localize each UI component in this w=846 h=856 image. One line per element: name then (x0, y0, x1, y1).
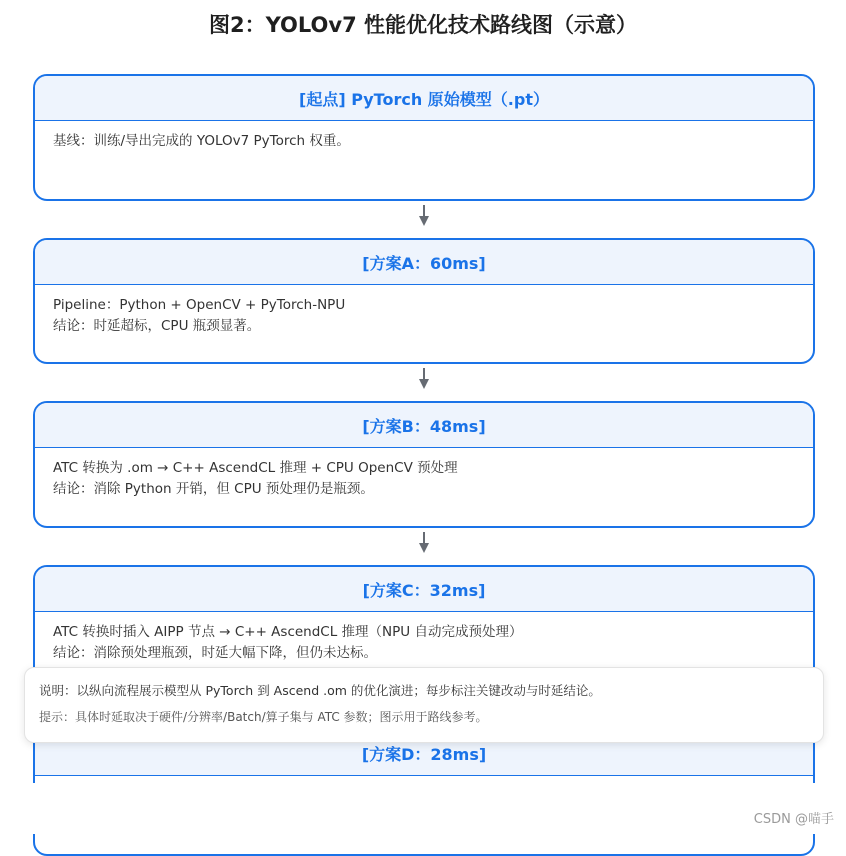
stage-line: 基线：训练/导出完成的 YOLOv7 PyTorch 权重。 (53, 133, 350, 149)
stage-line: ATC 转换时插入 AIPP 节点 → C++ AscendCL 推理（NPU 自动完成预处理） (53, 624, 523, 640)
arrow-down-icon (418, 532, 430, 554)
stage-start (33, 74, 815, 201)
note-card (24, 667, 824, 743)
stage-heading: [方案D：28ms] (35, 731, 813, 776)
watermark: CSDN @喵手 (753, 812, 834, 827)
stage-body (35, 448, 813, 510)
stage-line: Pipeline：Python + OpenCV + PyTorch-NPU (53, 297, 346, 313)
stage-heading: [起点] PyTorch 原始模型（.pt） (35, 76, 813, 121)
stage-line: 结论：消除预处理瓶颈，时延大幅下降，但仍未达标。 (53, 645, 377, 661)
stage-body (35, 121, 813, 162)
content-mask (0, 783, 846, 834)
stage-line: 结论：时延超标，CPU 瓶颈显著。 (53, 318, 261, 334)
stage-line: ATC 转换为 .om → C++ AscendCL 推理 + CPU OpenCV 预处理 (53, 460, 458, 476)
stage-body (35, 612, 813, 674)
arrow-down-icon (418, 205, 430, 227)
stage-heading: [方案A：60ms] (35, 240, 813, 285)
note-description: 说明：以纵向流程展示模型从 PyTorch 到 Ascend .om 的优化演进；每步标注关键改动与时延结论。 (39, 683, 601, 698)
page-title: 图2：YOLOv7 性能优化技术路线图（示意） (208, 13, 638, 37)
note-hint: 提示：具体时延取决于硬件/分辨率/Batch/算子集与 ATC 参数；图示用于路线参考。 (39, 710, 488, 724)
stage-heading: [方案C：32ms] (35, 567, 813, 612)
stage-line: 结论：消除 Python 开销，但 CPU 预处理仍是瓶颈。 (53, 481, 374, 497)
stage-body (35, 285, 813, 347)
stage-heading: [方案B：48ms] (35, 403, 813, 448)
stage-plan-a (33, 238, 815, 364)
stage-plan-b (33, 401, 815, 528)
arrow-down-icon (418, 368, 430, 390)
